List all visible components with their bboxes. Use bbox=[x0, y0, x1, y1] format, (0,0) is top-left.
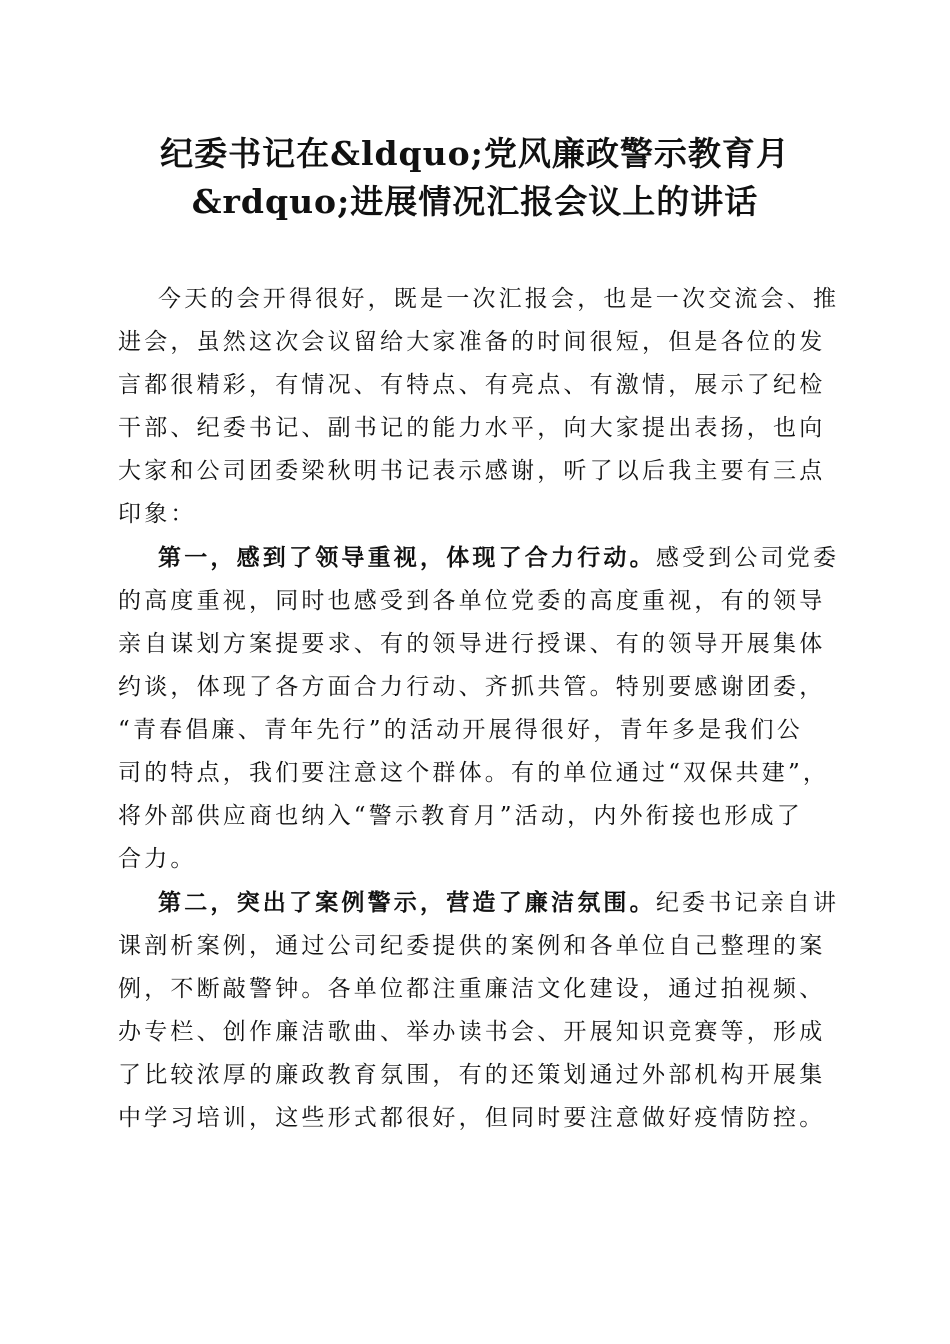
text-line: 了比较浓厚的廉政教育氛围，有的还策划通过外部机构开展集 bbox=[118, 1062, 826, 1088]
text-line: 司的特点，我们要注意这个群体。有的单位通过“双保共建”， bbox=[118, 760, 830, 786]
text-line: 合力。 bbox=[118, 846, 197, 872]
text-line: 印象： bbox=[118, 501, 197, 527]
title-line-2: &rdquo;进展情况汇报会议上的讲话 bbox=[191, 182, 759, 221]
text-line bbox=[118, 536, 838, 580]
text-line: 约谈，体现了各方面合力行动、齐抓共管。特别要感谢团委， bbox=[118, 674, 826, 700]
paragraph-point-two bbox=[118, 881, 838, 1140]
text-line: 例，不断敲警钟。各单位都注重廉洁文化建设，通过拍视频、 bbox=[118, 976, 826, 1002]
text-line: 干部、纪委书记、副书记的能力水平，向大家提出表扬，也向 bbox=[118, 415, 826, 441]
paragraph-lead-rest: 感受到公司党委 bbox=[655, 545, 840, 571]
text-line: 亲自谋划方案提要求、有的领导进行授课、有的领导开展集体 bbox=[118, 631, 826, 657]
paragraph-lead: 第一，感到了领导重视，体现了合力行动。 bbox=[158, 544, 656, 571]
title-line-1: 纪委书记在&ldquo;党风廉政警示教育月 bbox=[160, 134, 790, 173]
text-line: “青春倡廉、青年先行”的活动开展得很好，青年多是我们公 bbox=[118, 717, 803, 743]
text-line: 课剖析案例，通过公司纪委提供的案例和各单位自己整理的案 bbox=[118, 933, 826, 959]
paragraph-lead: 第二，突出了案例警示，营造了廉洁氛围。 bbox=[158, 889, 656, 916]
text-line: 将外部供应商也纳入“警示教育月”活动，内外衔接也形成了 bbox=[118, 803, 803, 829]
document-title bbox=[100, 130, 850, 226]
text-line: 的高度重视，同时也感受到各单位党委的高度重视，有的领导 bbox=[118, 588, 826, 614]
text-line: 言都很精彩，有情况、有特点、有亮点、有激情，展示了纪检 bbox=[118, 372, 826, 398]
text-line bbox=[118, 881, 838, 925]
paragraph-point-one bbox=[118, 536, 838, 881]
text-line: 大家和公司团委梁秋明书记表示感谢，听了以后我主要有三点 bbox=[118, 458, 826, 484]
document-body bbox=[118, 278, 838, 1140]
paragraph-lead-rest: 纪委书记亲自讲 bbox=[655, 890, 840, 916]
text-line: 办专栏、创作廉洁歌曲、举办读书会、开展知识竞赛等，形成 bbox=[118, 1019, 826, 1045]
text-line: 进会，虽然这次会议留给大家准备的时间很短，但是各位的发 bbox=[118, 329, 826, 355]
paragraph-intro bbox=[118, 278, 838, 536]
text-line: 今天的会开得很好，既是一次汇报会，也是一次交流会、推 bbox=[158, 286, 840, 312]
text-line: 中学习培训，这些形式都很好，但同时要注意做好疫情防控。 bbox=[118, 1105, 826, 1131]
